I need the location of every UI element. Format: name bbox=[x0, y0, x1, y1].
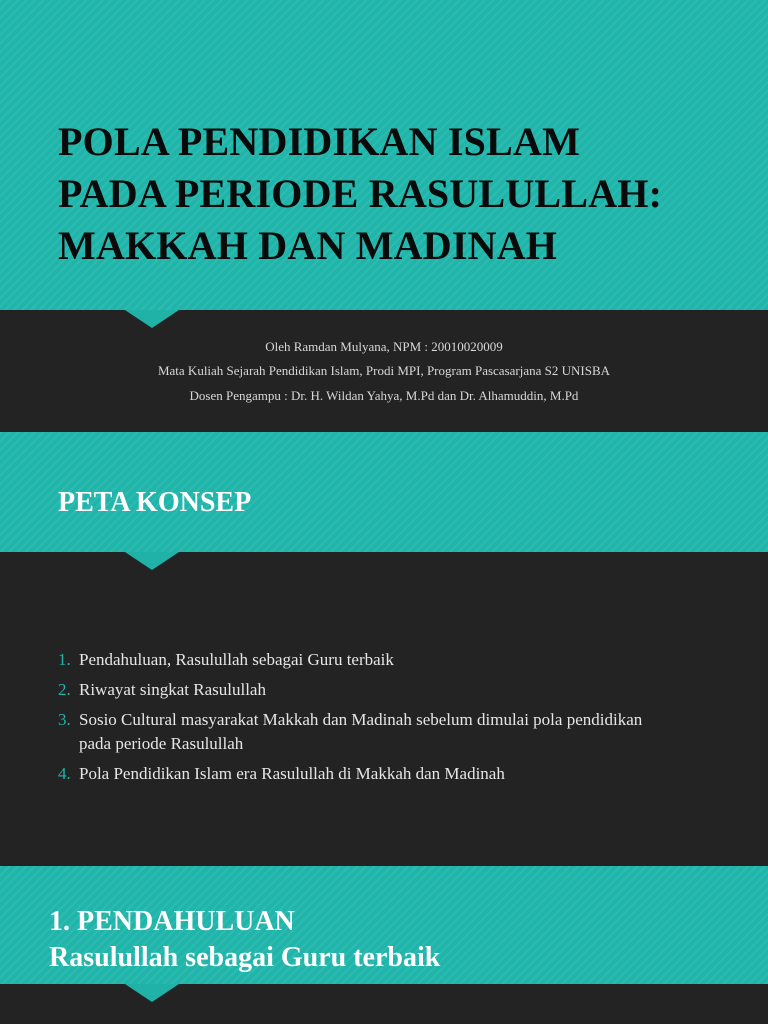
slide3-title-line-2: Rasulullah sebagai Guru terbaik bbox=[49, 942, 441, 973]
slide1-title bbox=[58, 116, 738, 272]
slide1-title-line-1: POLA PENDIDIKAN ISLAM bbox=[58, 119, 581, 164]
slide2-title: PETA KONSEP bbox=[58, 487, 252, 518]
list-item bbox=[58, 762, 678, 786]
slide1-title-line-2: PADA PERIODE RASULULLAH: bbox=[58, 171, 663, 216]
list-item-text: Sosio Cultural masyarakat Makkah dan Madinah sebelum dimulai pola pendidikan pada periode Rasulullah bbox=[79, 710, 643, 753]
author-line: Oleh Ramdan Mulyana, NPM : 20010020009 bbox=[265, 339, 503, 354]
slide1-info-panel bbox=[0, 310, 768, 432]
slide1-title-line-3: MAKKAH DAN MADINAH bbox=[58, 223, 558, 268]
list-item-number: 3. bbox=[58, 710, 71, 729]
list-item-number: 1. bbox=[58, 650, 71, 669]
list-item bbox=[58, 648, 678, 672]
list-item-text: Pendahuluan, Rasulullah sebagai Guru terbaik bbox=[79, 650, 394, 669]
list-item bbox=[58, 708, 678, 756]
course-line: Mata Kuliah Sejarah Pendidikan Islam, Prodi MPI, Program Pascasarjana S2 UNISBA bbox=[157, 363, 611, 378]
list-item-text: Pola Pendidikan Islam era Rasulullah di Makkah dan Madinah bbox=[79, 764, 505, 783]
concept-map-list bbox=[58, 648, 678, 792]
slide3-notch-arrow bbox=[125, 984, 179, 1002]
list-item-text: Riwayat singkat Rasulullah bbox=[79, 680, 266, 699]
slide1-notch-arrow bbox=[125, 310, 179, 328]
slide3-title bbox=[49, 904, 440, 976]
list-item-number: 2. bbox=[58, 680, 71, 699]
slide3-title-line-1: 1. PENDAHULUAN bbox=[49, 906, 295, 937]
lecturer-line: Dosen Pengampu : Dr. H. Wildan Yahya, M.Pd dan Dr. Alhamuddin, M.Pd bbox=[189, 388, 579, 403]
slide2-notch-arrow bbox=[125, 552, 179, 570]
list-item-number: 4. bbox=[58, 764, 71, 783]
list-item bbox=[58, 678, 678, 702]
